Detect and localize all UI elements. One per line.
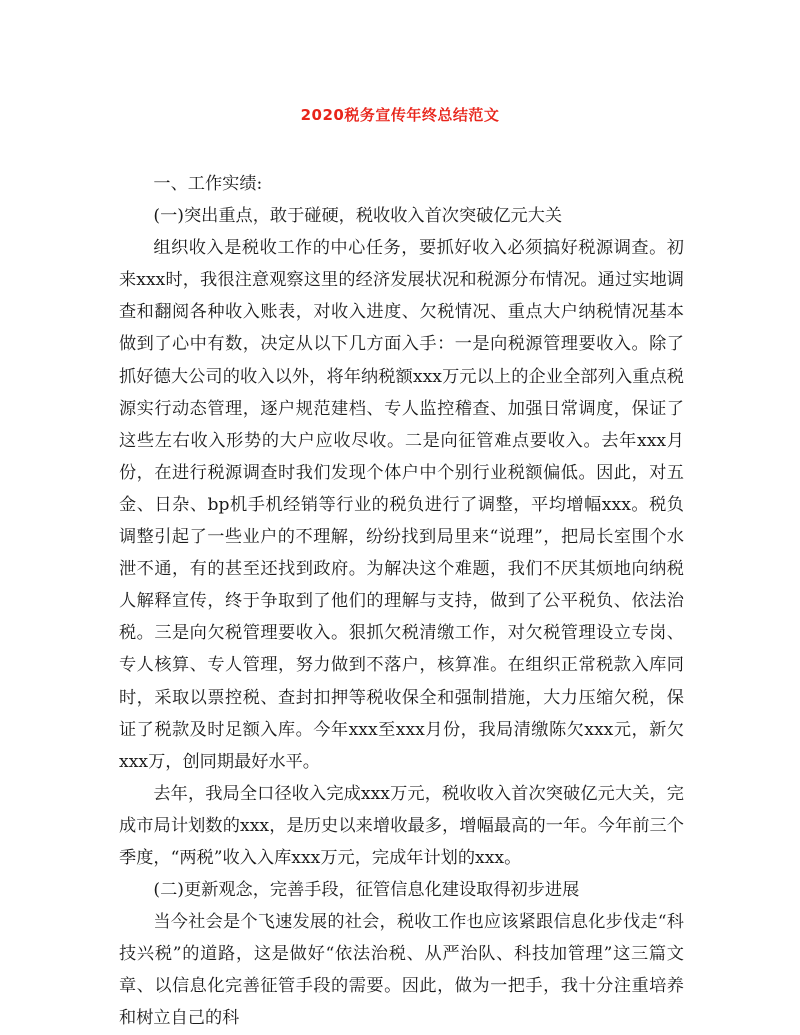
subsection-heading-2: (二)更新观念，完善手段，征管信息化建设取得初步进展 <box>153 880 580 901</box>
body-paragraph: 去年，我局全口径收入完成xxx万元，税收收入首次突破亿元大关，完成市局计划数的xxx，是历史以来增收最多，增幅最高的一年。今年前三个季度，“两税”收入入库xxx万元，完成年计划的xxx。 <box>119 783 684 868</box>
body-paragraph: 当今社会是个飞速发展的社会，税收工作也应该紧跟信息化步伐走“科技兴税”的道路，这是做好“依法治税、从严治队、科技加管理”这三篇文章、以信息化完善征管手段的需要。因此，做为一把手，我十分注重培养和树立自己的科 <box>119 912 684 1029</box>
document-title: 2020税务宣传年终总结范文 <box>300 106 500 124</box>
body-paragraph: 组织收入是税收工作的中心任务，要抓好收入必须搞好税源调查。初来xxx时，我很注意观察这里的经济发展状况和税源分布情况。通过实地调查和翻阅各种收入账表，对收入进度、欠税情况、重点大户纳税情况基本做到了心中有数，决定从以下几方面入手：一是向税源管理要收入。除了抓好德大公司的收入以外，将年纳税额xxx万元以上的企业全部列入重点税源实行动态管理，逐户规范建档、专人监控稽查、加强日常调度，保证了这些左右收入形势的大户应收尽收。二是向征管难点要收入。去年xxx月份，在进行税源调查时我们发现个体户中个别行业税额偏低。因此，对五金、日杂、bp机手机经销等行业的税负进行了调整，平均增幅xxx。税负调整引起了一些业户的不理解，纷纷找到局里来“说理”，把局长室围个水泄不通，有的甚至还找到政府。为解决这个难题，我们不厌其烦地向纳税人解释宣传，终于争取到了他们的理解与支持，做到了公平税负、依法治税。三是向欠税管理要收入。狠抓欠税清缴工作，对欠税管理设立专岗、专人核算、专人管理，努力做到不落户，核算准。在组织正常税款入库同时，采取以票控税、查封扣押等税收保全和强制措施，大力压缩欠税，保证了税款及时足额入库。今年xxx至xxx月份，我局清缴陈欠xxx元，新欠xxx万，创同期最好水平。 <box>119 238 684 772</box>
subsection-heading-1: (一)突出重点，敢于碰硬，税收收入首次突破亿元大关 <box>153 206 563 227</box>
section-heading-work-results: 一、工作实绩: <box>153 174 263 194</box>
document-body <box>119 168 684 1035</box>
